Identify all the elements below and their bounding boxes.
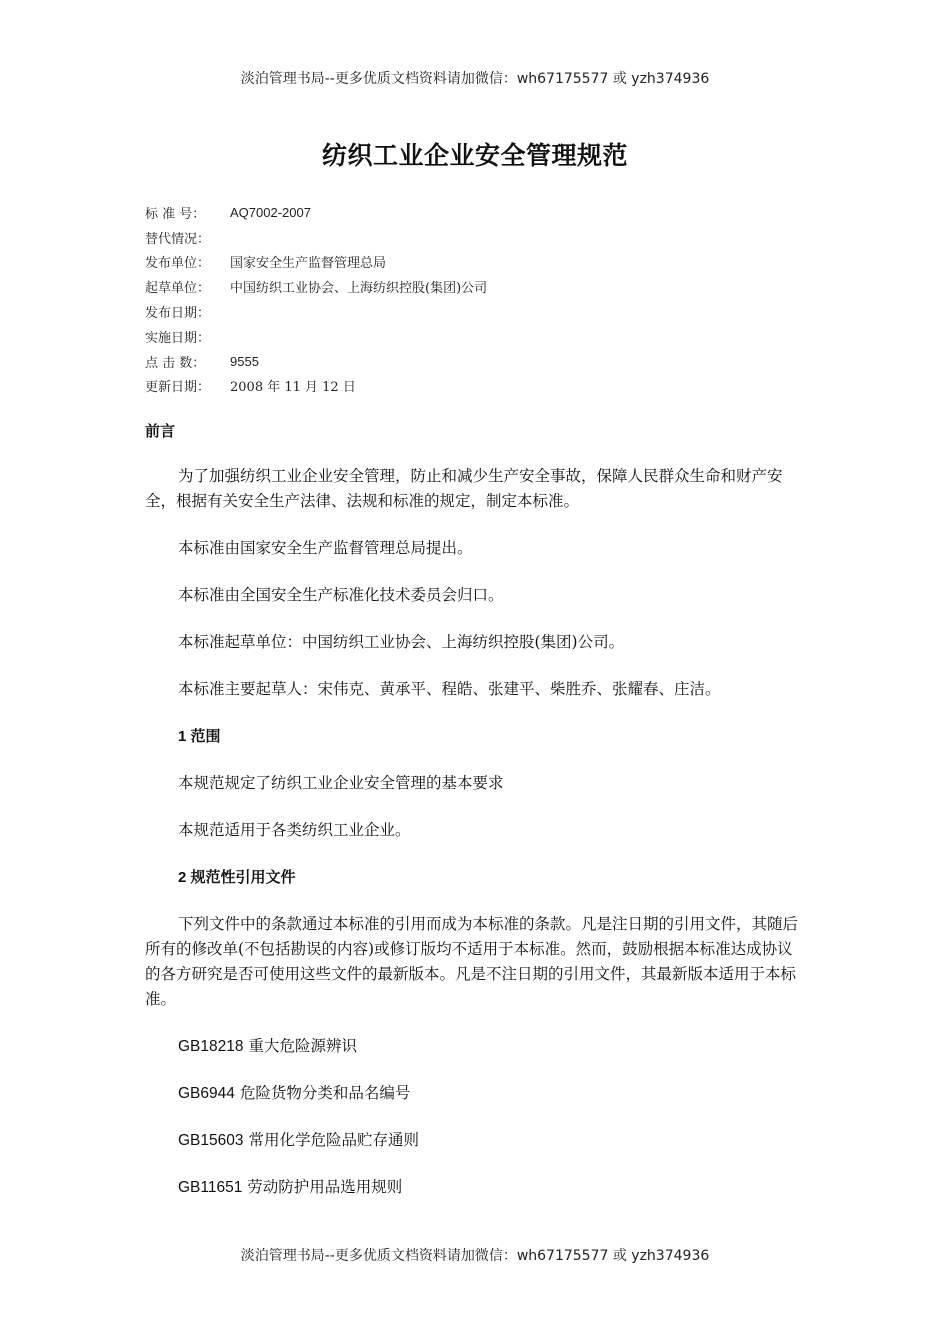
- meta-value: 9555: [230, 353, 259, 369]
- preface-paragraph: 本标准起草单位：中国纺织工业协会、上海纺织控股(集团)公司。: [178, 633, 625, 651]
- meta-value: 国家安全生产监督管理总局: [230, 256, 387, 272]
- meta-label: 发布日期：: [145, 306, 211, 322]
- section-2-heading: 2 规范性引用文件: [178, 869, 296, 886]
- document-title: 纺织工业企业安全管理规范: [321, 141, 628, 170]
- meta-value: 2008 年 11 月 12 日: [230, 380, 356, 396]
- page-footer: 淡泊管理书局--更多优质文档资料请加微信：wh67175577 或 yzh374936: [240, 1248, 710, 1264]
- meta-row-drafter: [145, 274, 487, 299]
- preface-paragraph: 本标准主要起草人：宋伟克、黄承平、程皓、张建平、柴胜乔、张耀春、庄洁。: [178, 680, 721, 698]
- meta-row-effective-date: [145, 324, 487, 349]
- meta-label: 起草单位：: [145, 281, 211, 297]
- reference-code: GB15603: [178, 1132, 244, 1149]
- preface-paragraph: 本标准由全国安全生产标准化技术委员会归口。: [178, 586, 504, 604]
- reference-name: 重大危险源辨识: [248, 1037, 357, 1055]
- reference-code: GB11651: [178, 1179, 243, 1196]
- meta-value: AQ7002-2007: [230, 204, 311, 220]
- reference-name: 危险货物分类和品名编号: [239, 1084, 411, 1102]
- meta-row-clicks: [145, 349, 487, 374]
- meta-label: 点 击 数：: [145, 355, 206, 371]
- preface-heading: 前言: [145, 422, 176, 440]
- document-body: [145, 420, 805, 1222]
- meta-row-replacement: [145, 225, 487, 250]
- meta-label: 替代情况：: [145, 231, 211, 247]
- section-1-heading: 1 范围: [178, 728, 221, 745]
- section-1-paragraph: 本规范规定了纺织工业企业安全管理的基本要求: [178, 774, 504, 792]
- meta-label: 更新日期：: [145, 380, 211, 396]
- meta-row-publish-date: [145, 299, 487, 324]
- preface-paragraph: 本标准由国家安全生产监督管理总局提出。: [178, 539, 473, 557]
- section-2-intro: 下列文件中的条款通过本标准的引用而成为本标准的条款。凡是注日期的引用文件，其随后所有的修改单(不包括勘误的内容)或修订版均不适用于本标准。然而，鼓励根据本标准达成协议的各方研究是否可使用这些文件的最新版本。凡是不注日期的引用文件，其最新版本适用于本标准。: [145, 915, 799, 1008]
- reference-name: 劳动防护用品选用规则: [247, 1178, 403, 1196]
- meta-value: 中国纺织工业协会、上海纺织控股(集团)公司: [230, 281, 488, 297]
- reference-code: GB6944: [178, 1085, 235, 1102]
- reference-item: [178, 1175, 805, 1200]
- meta-row-publisher: [145, 250, 487, 275]
- reference-item: [178, 1034, 805, 1059]
- meta-label: 实施日期：: [145, 330, 211, 346]
- metadata-table: [145, 200, 487, 398]
- reference-name: 常用化学危险品贮存通则: [248, 1131, 419, 1149]
- meta-row-update-date: [145, 374, 487, 399]
- preface-paragraph: 为了加强纺织工业企业安全管理，防止和减少生产安全事故，保障人民群众生命和财产安全，根据有关安全生产法律、法规和标准的规定，制定本标准。: [145, 467, 783, 510]
- reference-item: [178, 1081, 805, 1106]
- meta-label: 发布单位：: [145, 256, 211, 272]
- reference-code: GB18218: [178, 1038, 244, 1055]
- meta-row-standard-no: [145, 200, 487, 225]
- page-header: 淡泊管理书局--更多优质文档资料请加微信：wh67175577 或 yzh374936: [240, 71, 710, 87]
- meta-label: 标 准 号：: [145, 206, 206, 222]
- section-1-paragraph: 本规范适用于各类纺织工业企业。: [178, 821, 411, 839]
- reference-item: [178, 1128, 805, 1153]
